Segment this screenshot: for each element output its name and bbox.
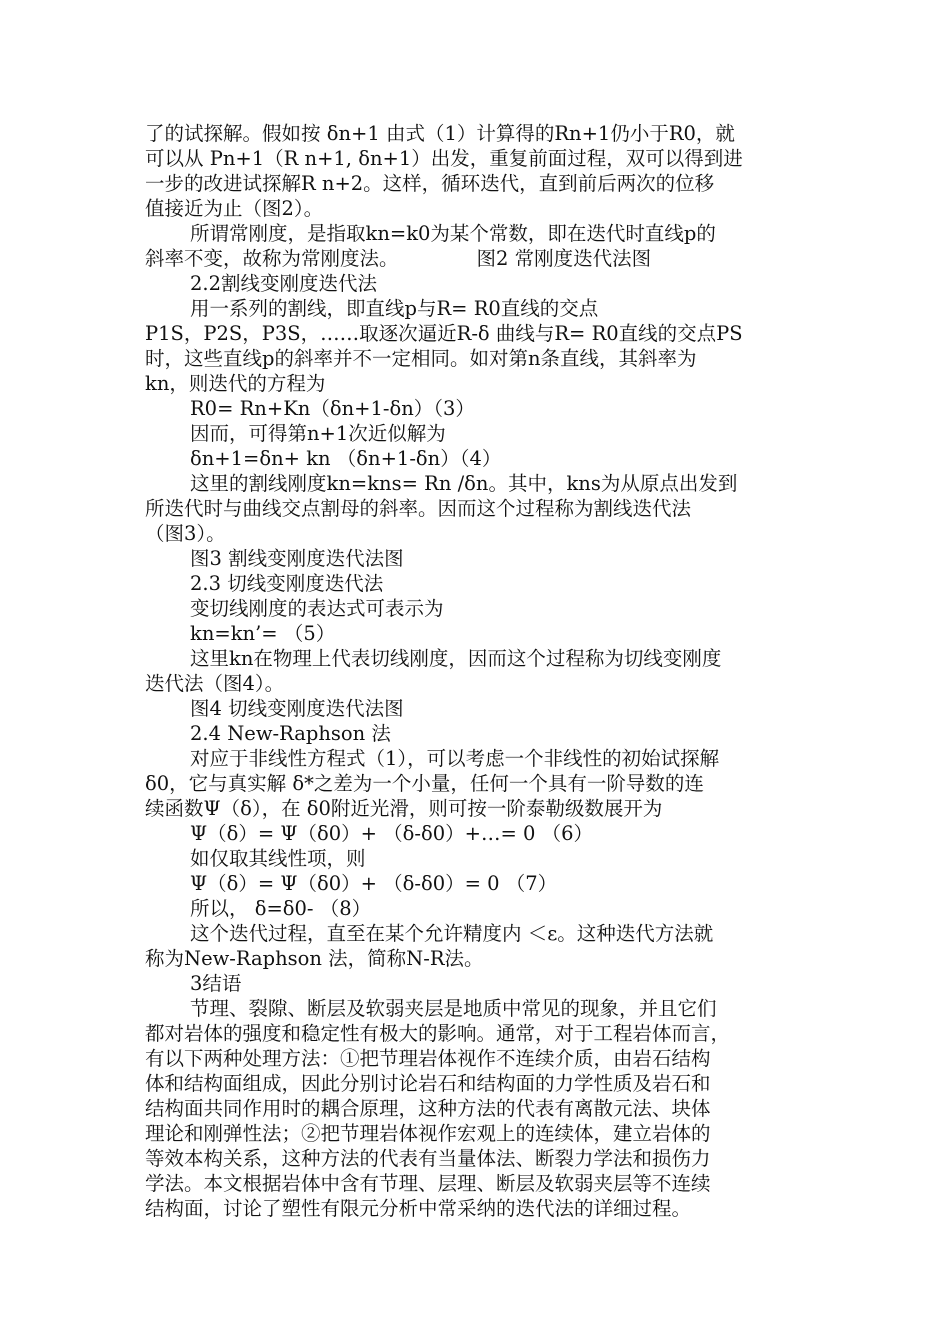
- text-line: 结构面共同作用时的耦合原理，这种方法的代表有离散元法、块体: [145, 1097, 711, 1120]
- equation-7: Ψ（δ）= Ψ（δ0）+ （δ-δ0）= 0 （7）: [190, 872, 558, 895]
- text-line: 所谓常刚度，是指取kn=k0为某个常数，即在迭代时直线p的: [190, 222, 716, 245]
- text-line: 体和结构面组成，因此分别讨论岩石和结构面的力学性质及岩石和: [145, 1072, 711, 1095]
- text-line: 都对岩体的强度和稳定性有极大的影响。通常，对于工程岩体而言，: [145, 1022, 731, 1045]
- text-line: 用一系列的割线，即直线p与R= R0直线的交点: [190, 297, 599, 320]
- text-line: 如仅取其线性项，则: [190, 847, 366, 870]
- equation-6: Ψ（δ）= Ψ（δ0）+ （δ-δ0）+…= 0 （6）: [190, 822, 594, 845]
- equation-3: R0= Rn+Kn（δn+1-δn）（3）: [190, 397, 475, 420]
- text-line: 等效本构关系，这种方法的代表有当量体法、断裂力学法和损伤力: [145, 1147, 711, 1170]
- text-line: 所迭代时与曲线交点割母的斜率。因而这个过程称为割线迭代法: [145, 497, 692, 520]
- figure-4-caption: 图4 切线变刚度迭代法图: [190, 697, 404, 720]
- figure-3-caption: 图3 割线变刚度迭代法图: [190, 547, 404, 570]
- text-line-with-caption: [145, 246, 810, 271]
- text-line: kn，则迭代的方程为: [145, 372, 326, 395]
- text-line: 可以从 Pn+1（R n+1, δn+1）出发，重复前面过程，双可以得到进: [145, 147, 743, 170]
- text-line: 节理、裂隙、断层及软弱夹层是地质中常见的现象，并且它们: [190, 997, 717, 1020]
- body-text: [145, 121, 810, 1221]
- equation-8: 所以， δ=δ0- （8）: [190, 897, 372, 920]
- text-line: P1S，P2S，P3S，……取逐次逼近R-δ 曲线与R= R0直线的交点PS: [145, 322, 743, 345]
- section-heading-2-3: 2.3 切线变刚度迭代法: [190, 572, 384, 595]
- text-line: 这里的割线刚度kn=kns= Rn /δn。其中，kns为从原点出发到: [190, 472, 738, 495]
- text-line: 因而，可得第n+1次近似解为: [190, 422, 446, 445]
- text-line: 了的试探解。假如按 δn+1 由式（1）计算得的Rn+1仍小于R0，就: [145, 122, 735, 145]
- section-heading-2-4: 2.4 New-Raphson 法: [190, 722, 391, 745]
- text-line: 时，这些直线p的斜率并不一定相同。如对第n条直线，其斜率为: [145, 347, 697, 370]
- equation-5: kn=kn’= （5）: [190, 622, 336, 645]
- equation-4: δn+1=δn+ kn （δn+1-δn）（4）: [190, 447, 502, 470]
- figure-2-caption: 图2 常刚度迭代法图: [476, 247, 652, 270]
- text-line: δ0，它与真实解 δ*之差为一个小量，任何一个具有一阶导数的连: [145, 772, 704, 795]
- text-line: （图3）。: [145, 522, 226, 545]
- text-line: 有以下两种处理方法：①把节理岩体视作不连续介质，由岩石结构: [145, 1047, 711, 1070]
- text-line: 称为New-Raphson 法，简称N-R法。: [145, 947, 484, 970]
- text-line: 这里kn在物理上代表切线刚度，因而这个过程称为切线变刚度: [190, 647, 722, 670]
- text-line: 学法。本文根据岩体中含有节理、层理、断层及软弱夹层等不连续: [145, 1172, 711, 1195]
- text-line: 变切线刚度的表达式可表示为: [190, 597, 444, 620]
- text-line: 值接近为止（图2）。: [145, 197, 324, 220]
- text-line: 续函数Ψ（δ），在 δ0附近光滑，则可按一阶泰勒级数展开为: [145, 797, 663, 820]
- section-heading-3: 3结语: [190, 972, 242, 995]
- section-heading-2-2: 2.2割线变刚度迭代法: [190, 272, 378, 295]
- text-line: 迭代法（图4）。: [145, 672, 285, 695]
- text-line: 结构面，讨论了塑性有限元分析中常采纳的迭代法的详细过程。: [145, 1197, 692, 1220]
- text-line: 这个迭代过程，直至在某个允许精度内 ＜ε。这种迭代方法就: [190, 922, 714, 945]
- text-line: 对应于非线性方程式（1），可以考虑一个非线性的初始试探解: [190, 747, 720, 770]
- text-line: 理论和刚弹性法；②把节理岩体视作宏观上的连续体，建立岩体的: [145, 1122, 711, 1145]
- text-line: 一步的改进试探解R n+2。这样，循环迭代，直到前后两次的位移: [145, 172, 715, 195]
- text-segment: 斜率不变，故称为常刚度法。: [145, 247, 399, 270]
